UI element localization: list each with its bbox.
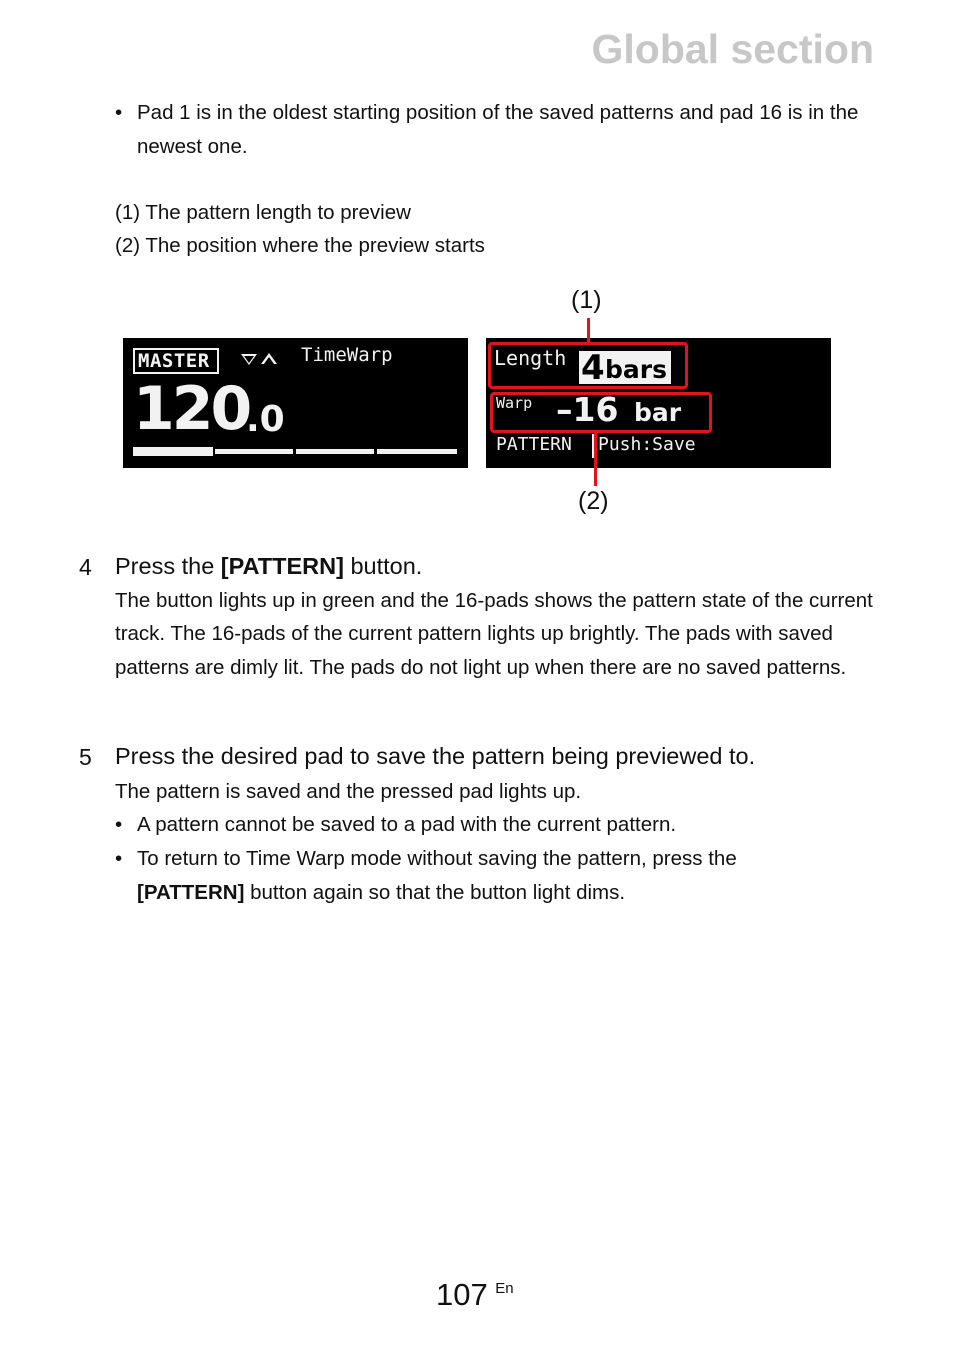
mode-label: TimeWarp [301, 344, 393, 366]
bullet-marker: • [115, 813, 123, 836]
page-footer [436, 1277, 514, 1313]
warp-value: –16 [556, 390, 619, 429]
callout-2-highlight-box [490, 392, 712, 433]
step-4-pattern-button-ref: [PATTERN] [220, 553, 344, 579]
triangle-down-inner [244, 356, 254, 363]
bullet-marker: • [115, 101, 123, 124]
step-5-bullet-2-text [137, 842, 737, 909]
bpm-decimal: .0 [246, 399, 285, 440]
push-save-label: Push:Save [598, 434, 696, 455]
length-value: 4 [581, 348, 605, 388]
section-title: Global section [591, 26, 874, 72]
step-4-number: 4 [79, 554, 92, 580]
warp-label: Warp [496, 394, 533, 412]
step-5-bullet-2-line1: To return to Time Warp mode without saving the pattern, press the [137, 847, 737, 870]
intro-bullet-text: Pad 1 is in the oldest starting position of the saved patterns and pad 16 is in the newest one. [137, 101, 859, 158]
callout-2-label: (2) [578, 487, 609, 515]
step-4-title [115, 553, 422, 580]
master-label: MASTER [138, 350, 210, 372]
page-language: En [495, 1280, 514, 1297]
step-4-title-post: button. [343, 553, 423, 579]
step-5-bullet-2-post: button again so that the button light dims. [244, 880, 626, 904]
intro-bullet [115, 96, 880, 163]
step-5-description: The pattern is saved and the pressed pad lights up. [115, 780, 582, 803]
length-label: Length [494, 346, 567, 370]
progress-segment-2 [215, 449, 293, 454]
page-number: 107 [436, 1277, 488, 1312]
bpm-integer: 120 [133, 374, 250, 444]
pattern-label: PATTERN [496, 434, 572, 455]
legend-item-1: (1) The pattern length to preview [115, 201, 411, 224]
callout-1-highlight-box [488, 342, 688, 389]
step-5-number: 5 [79, 744, 92, 770]
master-display-screen [123, 338, 468, 468]
progress-segment-3 [296, 449, 374, 454]
progress-segment-4 [377, 449, 457, 454]
warp-unit: bar [634, 398, 682, 427]
progress-bar-fill [133, 447, 213, 456]
callout-1-leader-line [587, 318, 590, 343]
step-5-title: Press the desired pad to save the pattern being previewed to. [115, 743, 756, 769]
step-4-title-pre: Press the [115, 553, 221, 579]
callout-1-label: (1) [571, 286, 602, 314]
legend-item-2: (2) The position where the preview starts [115, 234, 485, 257]
step-5-bullet-2 [115, 842, 875, 909]
triangle-up-inner [264, 357, 274, 364]
callout-2-leader-line [594, 432, 597, 486]
step-5-pattern-button-ref: [PATTERN] [137, 880, 245, 904]
step-4-description: The button lights up in green and the 16-pads shows the pattern state of the current track. The 16-pads of the current pattern lights up brightly. The pads with saved patterns are dimly lit. The pads do not light up when there are no saved patterns. [115, 589, 873, 679]
step-5-bullet-1 [115, 808, 875, 842]
bullet-marker: • [115, 847, 123, 870]
step-5-bullet-1-text: A pattern cannot be saved to a pad with the current pattern. [137, 813, 677, 836]
length-unit: bars [605, 355, 667, 384]
